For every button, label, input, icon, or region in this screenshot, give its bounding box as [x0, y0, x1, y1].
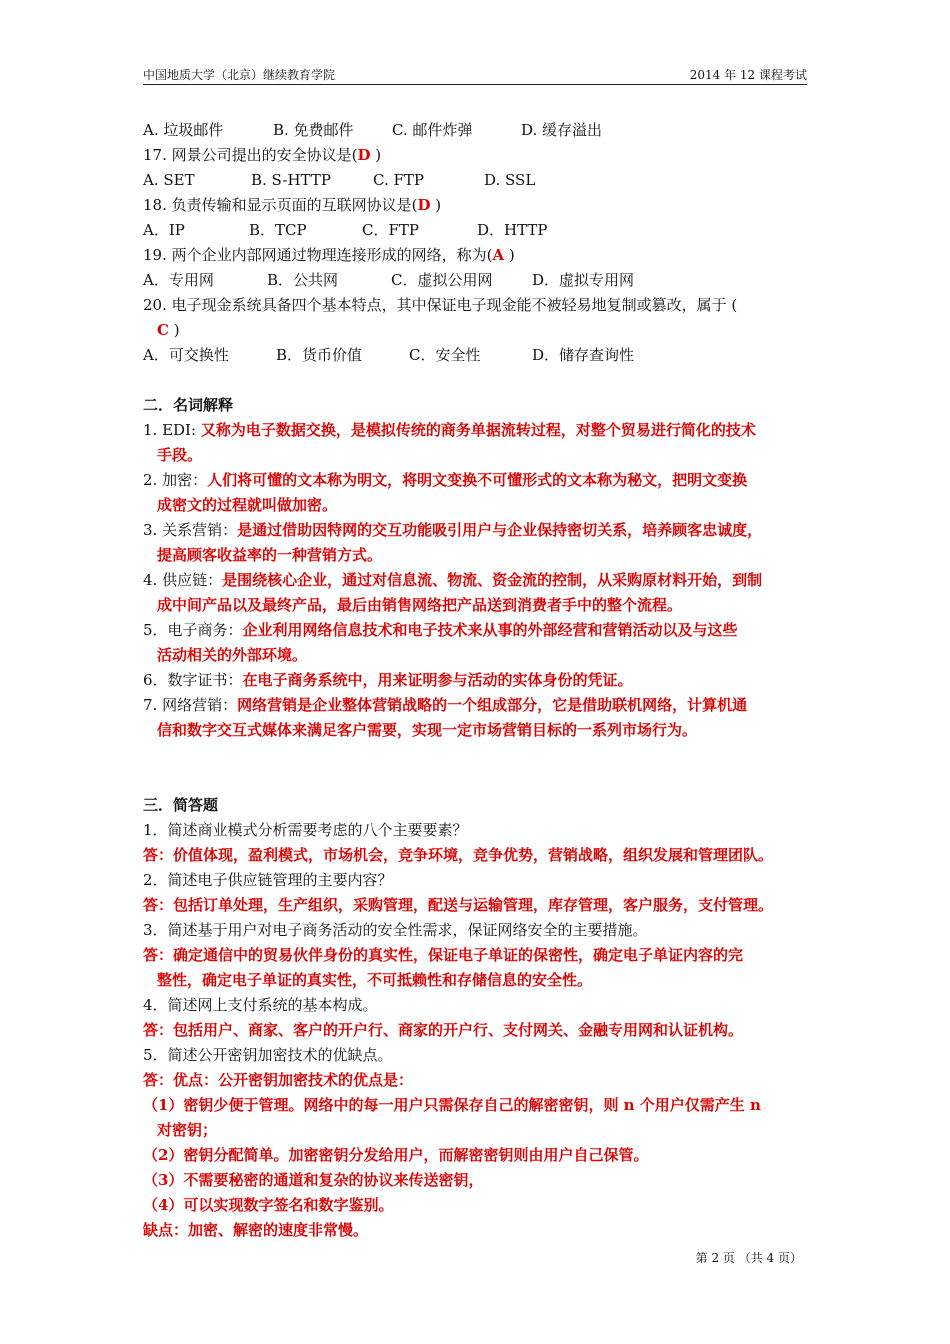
q20-question: 20. 电子现金系统具备四个基本特点，其中保证电子现金能不被轻易地复制或篡改，属于 ( [143, 296, 738, 314]
q17-answer: D [357, 146, 371, 164]
q19-answer: A [492, 246, 505, 264]
q20-option-d: D．储存查询性 [532, 346, 635, 364]
q18-question: 18. 负责传输和显示页面的互联网协议是(D ) [143, 196, 442, 214]
short-a4: 答：包括用户、商家、客户的开户行、商家的开户行、支付网关、金融专用网和认证机构。 [143, 1021, 744, 1039]
short-a5-line3: 对密钥； [157, 1121, 218, 1139]
section-3-title: 三．简答题 [143, 796, 219, 814]
short-a5-line6: （4）可以实现数字签名和数字鉴别。 [143, 1196, 394, 1214]
term-5-cont: 活动相关的外部环境。 [157, 646, 308, 664]
term-3-cont: 提高顾客收益率的一种营销方式。 [157, 546, 383, 564]
spacer [143, 368, 810, 393]
q19-question: 19. 两个企业内部网通过物理连接形成的网络，称为(A ) [143, 246, 515, 264]
q16-option-b: B. 免费邮件 [273, 121, 354, 139]
q19-option-c: C．虚拟公用网 [391, 271, 493, 289]
short-a5-line5: （3）不需要秘密的通道和复杂的协议来传送密钥， [143, 1171, 484, 1189]
q17-option-c: C. FTP [373, 171, 424, 189]
q20-answer: C [157, 321, 169, 339]
term-5: 5．电子商务：企业利用网络信息技术和电子技术来从事的外部经营和营销活动以及与这些 [143, 621, 738, 639]
short-q4: 4．简述网上支付系统的基本构成。 [143, 996, 378, 1014]
term-4: 4. 供应链：是围绕核心企业，通过对信息流、物流、资金流的控制，从采购原材料开始，到制 [143, 571, 763, 589]
q19-option-d: D．虚拟专用网 [532, 271, 635, 289]
short-q1: 1．简述商业模式分析需要考虑的八个主要要素？ [143, 821, 468, 839]
q17-options [143, 168, 810, 193]
short-a1: 答：价值体现，盈利模式，市场机会，竞争环境，竞争优势，营销战略，组织发展和管理团队。 [143, 846, 774, 864]
term-7: 7. 网络营销：网络营销是企业整体营销战略的一个组成部分，它是借助联机网络，计算机通 [143, 696, 748, 714]
q17-option-d: D. SSL [484, 171, 536, 189]
q18-options [143, 218, 810, 243]
q18-option-d: D．HTTP [477, 221, 548, 239]
short-a5-line2: （1）密钥少便于管理。网络中的每一用户只需保存自己的解密密钥，则 n 个用户仅需产生 n [143, 1096, 761, 1114]
page-footer: 第 2 页 （共 4 页） [695, 1251, 802, 1265]
q17-option-b: B. S-HTTP [251, 171, 331, 189]
q16-option-d: D. 缓存溢出 [521, 121, 603, 139]
short-a3-cont: 整性，确定电子单证的真实性，不可抵赖性和存储信息的安全性。 [157, 971, 593, 989]
q19-options [143, 268, 810, 293]
header-institution: 中国地质大学（北京）继续教育学院 [143, 68, 336, 82]
q18-option-c: C．FTP [362, 221, 419, 239]
short-a5-line4: （2）密钥分配简单。加密密钥分发给用户，而解密密钥则由用户自己保管。 [143, 1146, 649, 1164]
short-q3: 3．简述基于用户对电子商务活动的安全性需求，保证网络安全的主要措施。 [143, 921, 648, 939]
term-1: 1. EDI: 又称为电子数据交换，是模拟传统的商务单据流转过程，对整个贸易进行简化的技术 [143, 421, 756, 439]
spacer [143, 768, 810, 793]
term-4-cont: 成中间产品以及最终产品，最后由销售网络把产品送到消费者手中的整个流程。 [157, 596, 683, 614]
short-q5: 5．简述公开密钥加密技术的优缺点。 [143, 1046, 393, 1064]
short-a3: 答：确定通信中的贸易伙伴身份的真实性，保证电子单证的保密性，确定电子单证内容的完 [143, 946, 744, 964]
spacer [143, 743, 810, 768]
q19-option-b: B．公共网 [267, 271, 339, 289]
term-7-cont: 信和数字交互式媒体来满足客户需要，实现一定市场营销目标的一系列市场行为。 [157, 721, 698, 739]
term-3: 3. 关系营销：是通过借助因特网的交互功能吸引用户与企业保持密切关系，培养顾客忠诚度， [143, 521, 763, 539]
q20-option-b: B．货币价值 [276, 346, 363, 364]
q20-option-c: C．安全性 [409, 346, 481, 364]
q20-option-a: A．可交换性 [143, 346, 229, 364]
term-2-cont: 成密文的过程就叫做加密。 [157, 496, 338, 514]
term-1-cont: 手段。 [157, 446, 203, 464]
q16-option-a: A. 垃圾邮件 [143, 121, 224, 139]
q18-option-a: A．IP [143, 221, 185, 239]
short-a5-line7: 缺点：加密、解密的速度非常慢。 [143, 1221, 369, 1239]
q16-options [143, 118, 810, 143]
q20-question-cont: C ) [143, 318, 810, 343]
header-exam: 2014 年 12 课程考试 [689, 68, 807, 82]
term-2: 2. 加密：人们将可懂的文本称为明文，将明文变换不可懂形式的文本称为秘文，把明文变换 [143, 471, 748, 489]
short-q2: 2．简述电子供应链管理的主要内容？ [143, 871, 393, 889]
short-a5-line1: 答：优点：公开密钥加密技术的优点是： [143, 1071, 414, 1089]
page-content [143, 118, 810, 1243]
short-a2: 答：包括订单处理，生产组织，采购管理，配送与运输管理，库存管理，客户服务，支付管理。 [143, 896, 774, 914]
term-6: 6．数字证书：在电子商务系统中，用来证明参与活动的实体身份的凭证。 [143, 671, 633, 689]
q18-option-b: B．TCP [249, 221, 307, 239]
section-2-title: 二．名词解释 [143, 396, 234, 414]
q19-option-a: A．专用网 [143, 271, 214, 289]
q16-option-c: C. 邮件炸弹 [392, 121, 473, 139]
page-header [143, 66, 807, 85]
q17-option-a: A. SET [143, 171, 195, 189]
q20-options [143, 343, 810, 368]
q18-answer: D [417, 196, 431, 214]
q17-question: 17. 网景公司提出的安全协议是(D ) [143, 146, 382, 164]
